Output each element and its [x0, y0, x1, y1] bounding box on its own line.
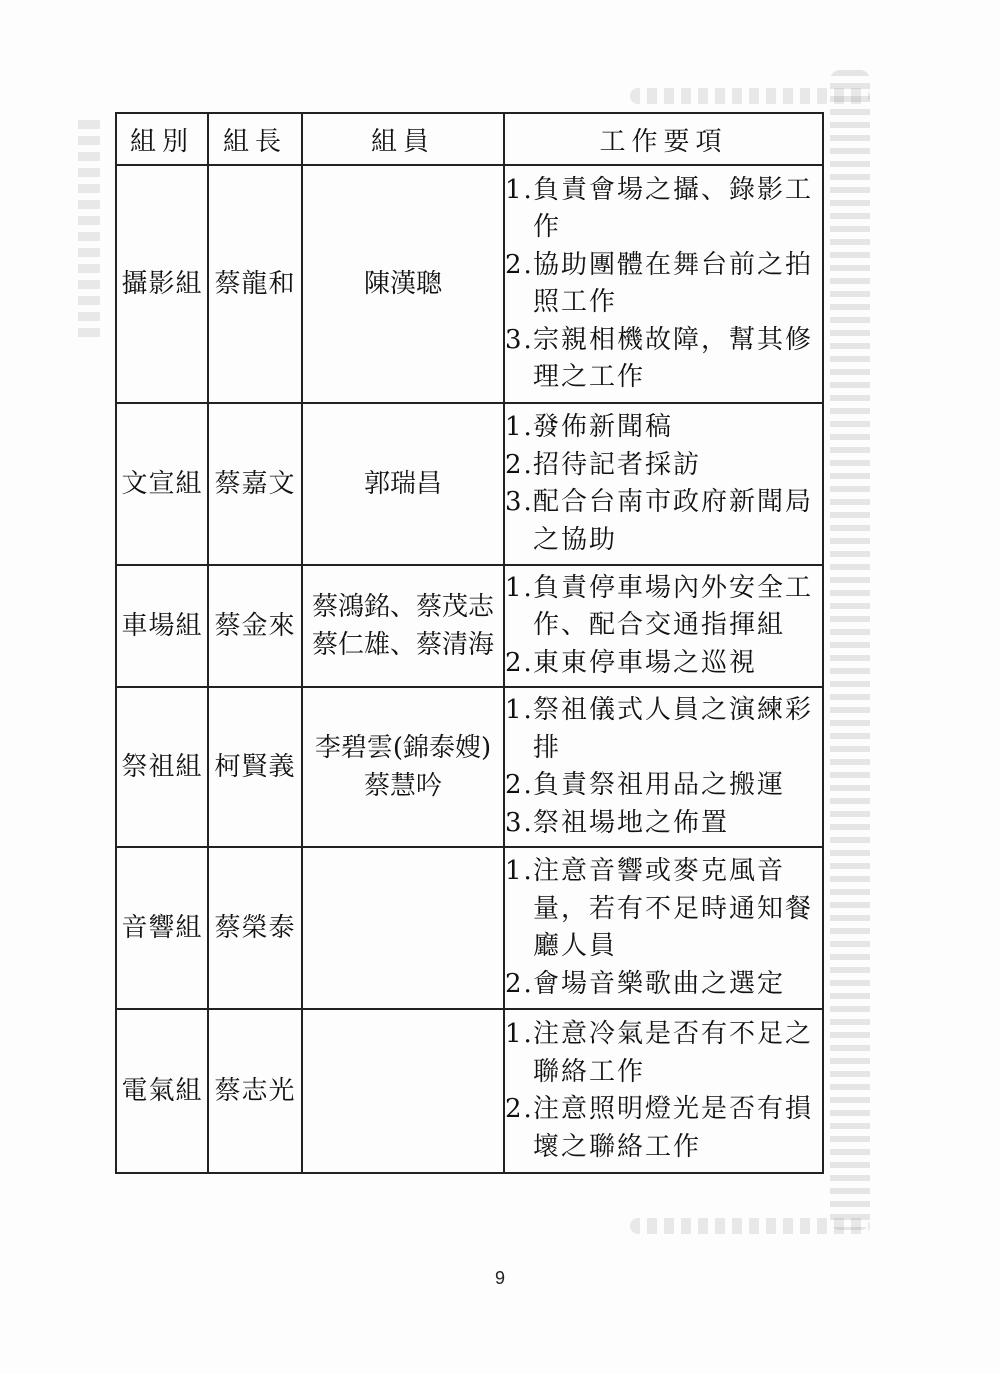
- duty-text: 東東停車場之巡視: [533, 647, 758, 678]
- group-cell: 車場組: [116, 565, 208, 687]
- duty-item: [505, 805, 822, 843]
- member-name: 李碧雲(錦泰嫂): [314, 733, 492, 763]
- duty-text: 祭祖儀式人員之演練彩排: [533, 695, 814, 763]
- duty-item: [505, 484, 822, 559]
- duty-number: 1.: [505, 174, 534, 205]
- duty-number: 1.: [505, 572, 534, 603]
- table-header-row: [116, 113, 823, 165]
- duty-number: 1.: [505, 412, 534, 442]
- member-name: 蔡鴻銘、蔡茂志: [311, 592, 494, 622]
- leader-cell: 柯賢義: [208, 687, 302, 847]
- duty-table: [115, 112, 824, 1174]
- duty-item: [505, 172, 822, 247]
- duties-cell: [504, 847, 823, 1009]
- header-members: 組員: [302, 113, 504, 165]
- table-row: [116, 687, 823, 847]
- duty-text: 注意音響或麥克風音量，若有不足時通知餐廳人員: [533, 856, 814, 961]
- table-body: [116, 165, 823, 1173]
- group-cell: 祭祖組: [116, 687, 208, 847]
- duty-number: 2.: [505, 1094, 534, 1124]
- leader-cell: 蔡志光: [208, 1009, 302, 1173]
- table-row: [116, 403, 823, 565]
- duty-number: 3.: [505, 487, 534, 517]
- member-name: 蔡仁雄、蔡清海: [311, 630, 494, 660]
- group-cell: 電氣組: [116, 1009, 208, 1173]
- members-cell: [302, 1009, 504, 1173]
- member-name: 蔡慧吟: [363, 771, 442, 801]
- duty-number: 1.: [505, 856, 534, 886]
- duties-cell: [504, 165, 823, 403]
- duties-cell: [504, 687, 823, 847]
- table-row: [116, 847, 823, 1009]
- member-name: 陳漢聰: [363, 269, 442, 299]
- duty-number: 3.: [505, 807, 534, 838]
- duty-number: 2.: [505, 770, 534, 800]
- duty-number: 2.: [505, 647, 534, 678]
- duty-number: 2.: [505, 249, 534, 280]
- duty-text: 負責會場之攝、錄影工作: [533, 174, 814, 242]
- member-name: 郭瑞昌: [363, 469, 442, 499]
- duty-item: [505, 570, 822, 645]
- scan-bleed-row: [630, 1218, 870, 1234]
- duty-item: [505, 645, 822, 683]
- duty-text: 祭祖場地之佈置: [533, 807, 730, 838]
- duty-item: [505, 853, 822, 966]
- duty-number: 1.: [505, 1019, 534, 1049]
- duty-item: [505, 409, 822, 447]
- duty-text: 招待記者採訪: [533, 449, 702, 480]
- duty-item: [505, 247, 822, 322]
- table-row: [116, 1009, 823, 1173]
- members-cell: [302, 687, 504, 847]
- duty-text: 注意冷氣是否有不足之聯絡工作: [533, 1019, 814, 1087]
- duty-number: 2.: [505, 968, 534, 999]
- header-group: 組別: [116, 113, 208, 165]
- group-cell: 音響組: [116, 847, 208, 1009]
- members-cell: [302, 847, 504, 1009]
- members-cell: [302, 565, 504, 687]
- duty-item: [505, 322, 822, 397]
- group-cell: 文宣組: [116, 403, 208, 565]
- duty-text: 配合台南市政府新聞局之協助: [533, 487, 814, 555]
- page-number: 9: [494, 1268, 505, 1288]
- members-cell: [302, 165, 504, 403]
- header-duties: 工作要項: [504, 113, 823, 165]
- duty-text: 負責祭祖用品之搬運: [533, 770, 786, 800]
- duties-cell: [504, 1009, 823, 1173]
- duty-item: [505, 767, 822, 805]
- duties-cell: [504, 403, 823, 565]
- scan-bleed-left: [78, 120, 100, 340]
- duty-item: [505, 692, 822, 767]
- duty-text: 負責停車場內外安全工作、配合交通指揮組: [533, 572, 814, 641]
- table-row: [116, 165, 823, 403]
- duty-item: [505, 1091, 822, 1166]
- members-cell: [302, 403, 504, 565]
- scan-bleed-through: [830, 70, 870, 1230]
- duty-text: 協助團體在舞台前之拍照工作: [533, 249, 814, 317]
- header-leader: 組長: [208, 113, 302, 165]
- duty-number: 3.: [505, 324, 534, 355]
- group-cell: 攝影組: [116, 165, 208, 403]
- duty-number: 2.: [505, 449, 534, 480]
- duty-number: 1.: [505, 695, 534, 725]
- duty-text: 發佈新聞稿: [533, 412, 674, 442]
- scan-bleed-row: [630, 88, 870, 104]
- table-row: [116, 565, 823, 687]
- duty-item: [505, 447, 822, 485]
- leader-cell: 蔡龍和: [208, 165, 302, 403]
- duty-text: 宗親相機故障，幫其修理之工作: [533, 324, 814, 392]
- leader-cell: 蔡嘉文: [208, 403, 302, 565]
- leader-cell: 蔡榮泰: [208, 847, 302, 1009]
- duties-cell: [504, 565, 823, 687]
- leader-cell: 蔡金來: [208, 565, 302, 687]
- duty-text: 注意照明燈光是否有損壞之聯絡工作: [533, 1094, 814, 1162]
- duty-item: [505, 1016, 822, 1091]
- duty-text: 會場音樂歌曲之選定: [533, 968, 786, 999]
- duty-item: [505, 966, 822, 1004]
